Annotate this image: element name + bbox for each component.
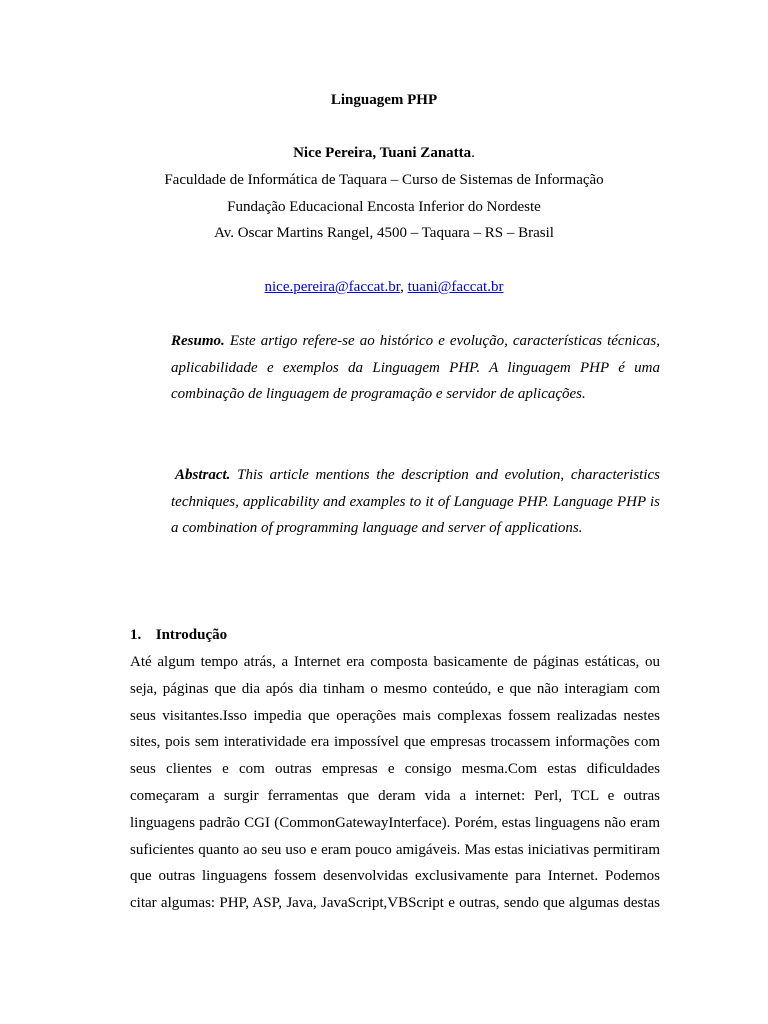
body-line: que outras linguagens fossem desenvolvidas exclusivamente para Internet. Podemos xyxy=(130,868,660,885)
affiliation-address: Av. Oscar Martins Rangel, 4500 – Taquara – RS – Brasil xyxy=(214,225,554,241)
email-link-nice[interactable]: nice.pereira@faccat.br xyxy=(264,279,401,295)
affiliation-foundation: Fundação Educacional Encosta Inferior do Nordeste xyxy=(227,199,541,215)
author-line xyxy=(0,145,768,162)
section-heading-introduction xyxy=(130,627,227,644)
body-line: seus visitantes.Isso impedia que operações mais complexas fossem realizadas nestes xyxy=(130,707,660,724)
author-names: Nice Pereira, Tuani Zanatta xyxy=(293,145,472,161)
abstract-text: This article mentions the description and evolution, characteristics techniques, applicability and examples to it of Language PHP. Language PHP is a combination of programming language and server of applications. xyxy=(171,467,660,536)
affiliation-faculty: Faculdade de Informática de Taquara – Curso de Sistemas de Informação xyxy=(164,172,604,188)
abstract-paragraph xyxy=(171,462,660,542)
body-line: suficientes quanto ao seu uso e eram pouco amigáveis. Mas estas iniciativas permitiram xyxy=(130,841,660,858)
body-line: seja, páginas que dia após dia tinham o mesmo conteúdo, e que não interagiam com xyxy=(130,680,660,697)
paper-title: Linguagem PHP xyxy=(330,92,438,108)
section-title: Introdução xyxy=(155,627,228,643)
body-line: começaram a surgir ferramentas que deram vida a internet: Perl, TCL e outras xyxy=(130,787,660,804)
author-suffix: . xyxy=(471,145,475,161)
abstract-label: Abstract. xyxy=(175,467,231,483)
section-number: 1. xyxy=(130,627,142,643)
resumo-label: Resumo. xyxy=(171,333,225,349)
body-line: seus clientes e com outras empresas e consigo mesma.Com estas dificuldades xyxy=(130,761,660,778)
introduction-body xyxy=(130,649,660,917)
email-link-tuani[interactable]: tuani@faccat.br xyxy=(407,279,504,295)
resumo-text: Este artigo refere-se ao histórico e evolução, características técnicas, aplicabilidade e exemplos da Linguagem PHP. A linguagem PHP é uma combinação de linguagem de programação e servidor de aplicações. xyxy=(171,333,661,402)
resumo-paragraph xyxy=(171,328,660,408)
body-line: sites, pois sem interatividade era impossível que empresas trocassem informações com xyxy=(130,734,660,751)
email-line xyxy=(0,279,768,296)
body-line: Até algum tempo atrás, a Internet era composta basicamente de páginas estáticas, ou xyxy=(130,654,660,670)
body-line: citar algumas: PHP, ASP, Java, JavaScript,VBScript e outras, sendo que algumas destas xyxy=(130,895,660,912)
body-line: linguagens padrão CGI (CommonGatewayInterface). Porém, estas linguagens não eram xyxy=(130,814,660,831)
email-separator: , xyxy=(400,279,404,295)
